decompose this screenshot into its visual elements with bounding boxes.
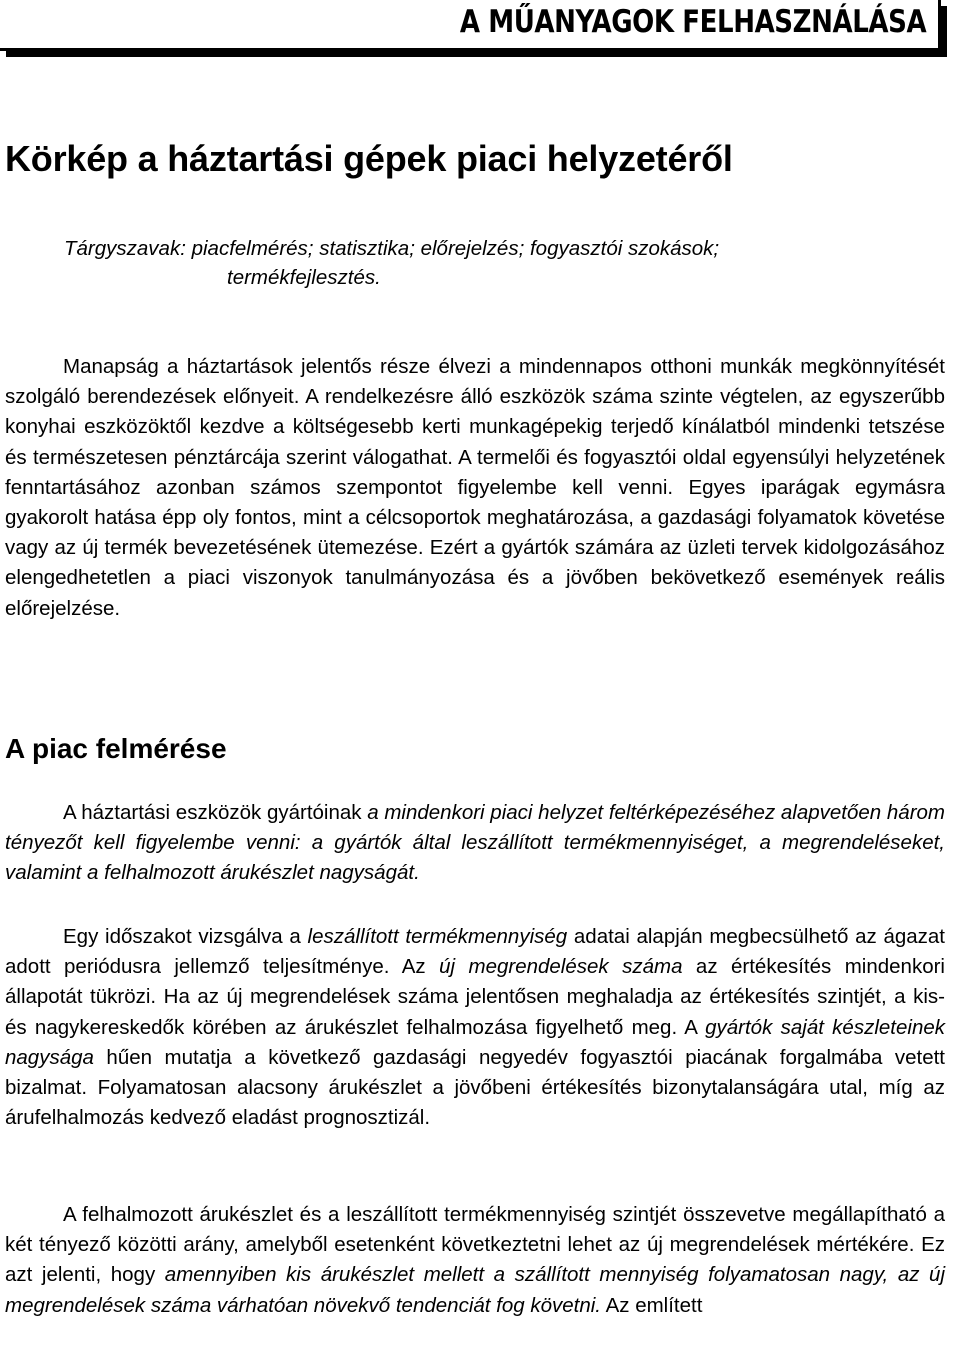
keywords-line-2: termékfejlesztés. xyxy=(227,266,381,289)
paragraph-3-emphasis-2: új megrendelések száma xyxy=(439,955,683,979)
paragraph-2-text: A háztartási eszközök gyártóinak xyxy=(63,801,368,824)
intro-text: Manapság a háztartások jelentős része élvezi a mindennapos otthoni munkák megkönnyítését szolgáló berendezések előnyeit. A rendelkezésre álló eszközök száma szinte végtelen, az egyszerűbb konyhai eszközöktől kezdve a költségesebb kerti munkagépekig terjedő kínálatból mindenki tetszése és természetesen pénztárcája szerint válogathat. A termelői és fogyasztói oldal egyensúlyi helyzetének fenntartásához azonban számos szempontot figyelembe kell venni. Egyes iparágak egymásra gyakorolt hatása épp oly fontos, mint a célcsoportok meghatározása, a gazdasági folyamatok követése vagy az új termék bevezetésének ütemezése. Ezért a gyártók számára az üzleti tervek kidolgozásához elengedhetetlen a piaci viszonyok tanulmányozása és a jövőben bekövetkező események reális előrejelzése. xyxy=(5,355,945,620)
paragraph-3-text-3: az értékesítés mindenkori állapotát tükrözi. Ha az új megrendelések száma jelentősen meghaladja az értékesítés szintjét, a kis- és nagykereskedők körében az árukészlet felhalmozása figyelhető meg. A xyxy=(5,955,945,1039)
section-heading: A piac felmérése xyxy=(5,733,227,764)
intro-paragraph xyxy=(5,352,945,624)
running-header-title: A MŰANYAGOK FELHASZNÁLÁSA xyxy=(459,4,926,40)
paragraph-4-text-2: Az említett xyxy=(601,1293,703,1317)
paragraph-4-emphasis: amennyiben kis árukészlet mellett a szállított mennyiség folyamatosan nagy, az új megrendelések száma várhatóan növekvő tendenciát fog követni. xyxy=(5,1263,945,1317)
paragraph-3-emphasis-3: gyártók saját készleteinek nagysága xyxy=(5,1015,945,1069)
paragraph-4-text-1: A felhalmozott árukészlet és a leszállított termékmennyiség szintjét összevetve megállapítható a két tényező közötti arány, amelyből esetenként következtetni lehet az új megrendelések mértékére. Ez azt jelenti, hogy xyxy=(5,1203,945,1287)
paragraph-3-emphasis-1: leszállított termékmennyiség xyxy=(307,925,568,948)
running-header xyxy=(0,0,941,51)
paragraph-3-text-1: Egy időszakot vizsgálva a xyxy=(63,925,308,948)
paragraph-2-emphasis: a mindenkori piaci helyzet feltérképezéséhez alapvetően három tényezőt kell figyelembe venni: a gyártók által leszállított termékmennyiséget, a megrendeléseket, valamint a felhalmozott árukészlet nagyságát. xyxy=(5,801,946,885)
keywords-line-1: Tárgyszavak: piacfelmérés; statisztika; előrejelzés; fogyasztói szokások; xyxy=(64,237,720,260)
paragraph-3-text-2: adatai alapján megbecsülhető az ágazat adott periódusra jellemző teljesítménye. Az xyxy=(5,925,945,979)
paragraph-4 xyxy=(5,1200,945,1321)
keywords xyxy=(64,234,924,292)
paragraph-2 xyxy=(5,798,945,889)
paragraph-3-text-4: hűen mutatja a következő gazdasági negyedév fogyasztói piacának forgalmába vetett bizalmat. Folyamatosan alacsony árukészlet a jövőbeni értékesítés bizonytalanságára utal, míg az árufelhalmozás kedvező eladást prognosztizál. xyxy=(5,1045,945,1130)
article-title: Körkép a háztartási gépek piaci helyzetéről xyxy=(5,138,733,179)
paragraph-3 xyxy=(5,922,945,1133)
